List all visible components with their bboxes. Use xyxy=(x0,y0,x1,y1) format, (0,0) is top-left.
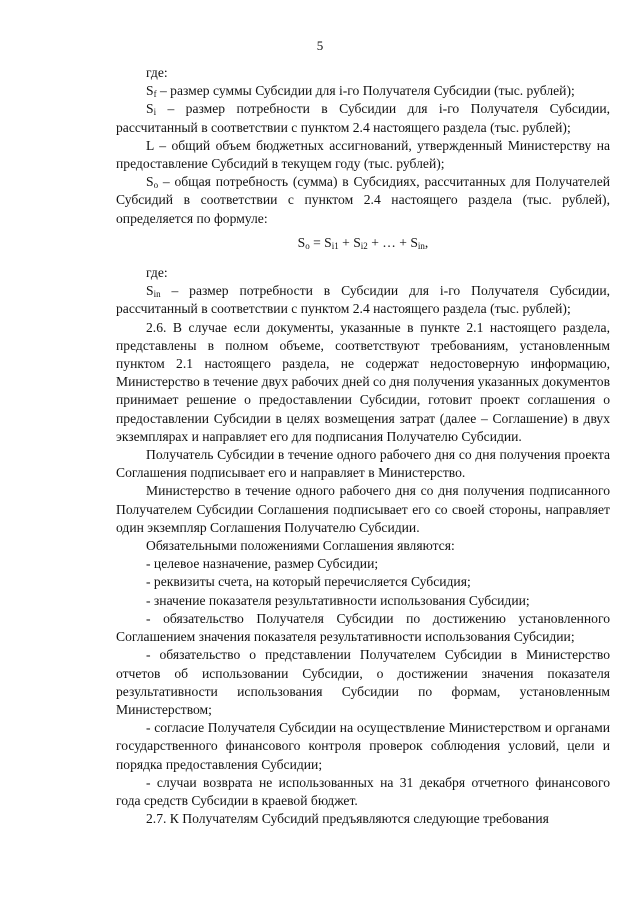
subscript: o xyxy=(153,180,159,191)
paragraph-mandatory-provisions: Обязательными положениями Соглашения являются: xyxy=(146,538,455,554)
paragraph-so-definition xyxy=(116,173,610,228)
paragraph-sin-definition xyxy=(116,282,610,318)
subscript: in xyxy=(153,289,161,300)
document-body xyxy=(116,64,610,828)
symbol-s: S xyxy=(146,283,154,299)
formula-subscript: in xyxy=(417,240,425,251)
subscript: i xyxy=(153,107,157,118)
paragraph-recipient: Получатель Субсидии в течение одного рабочего дня со дня получения проекта Соглашения подписывает его и направляет в Министерство. xyxy=(116,447,610,481)
where-label-2: где: xyxy=(146,265,168,281)
definition-text: – размер потребности в Субсидии для i-го Получателя Субсидии, рассчитанный в соответствии с пунктом 2.4 настоящего раздела (тыс. рублей); xyxy=(116,283,610,317)
formula-subscript: i2 xyxy=(360,240,368,251)
subscript: f xyxy=(153,89,157,100)
list-item: - реквизиты счета, на который перечисляется Субсидия; xyxy=(146,574,471,590)
paragraph-sf-definition xyxy=(116,82,610,100)
formula-part: , xyxy=(424,234,429,250)
page-number: 5 xyxy=(316,38,324,53)
list-item: - значение показателя результативности использования Субсидии; xyxy=(146,592,530,608)
paragraph-l-definition: L – общий объем бюджетных ассигнований, утвержденный Министерству на предоставление Субсидий в текущем году (тыс. рублей); xyxy=(116,137,610,172)
list-item: - обязательство Получателя Субсидии по достижению установленного Соглашением значения показателя результативности использования Субсидии; xyxy=(116,610,610,645)
formula-subscript: o xyxy=(305,240,310,251)
definition-text: – размер потребности в Субсидии для i-го Получателя Субсидии, рассчитанный в соответствии с пунктом 2.4 настоящего раздела (тыс. рублей); xyxy=(116,101,610,135)
symbol-s: S xyxy=(146,101,154,117)
list-item: - обязательство о представлении Получателем Субсидии в Министерство отчетов об использовании Субсидии, о достижении значения показателя результативности использования Субсидии по формам, установленным Министерством; xyxy=(116,647,610,717)
paragraph-ministry: Министерство в течение одного рабочего дня со дня получения подписанного Получателем Субсидии Соглашения подписывает его со своей стороны, направляет один экземпляр Соглашения Получателю Субсидии. xyxy=(116,483,610,535)
definition-text: – общая потребность (сумма) в Субсидиях, рассчитанных для Получателей Субсидий в соответствии с пунктом 2.4 настоящего раздела (тыс. рублей), определяется по формуле: xyxy=(116,174,610,226)
where-label-1: где: xyxy=(146,65,168,80)
formula-part: + S xyxy=(338,234,361,250)
formula-part: = S xyxy=(309,234,332,250)
paragraph-si-definition xyxy=(116,100,610,136)
formula-part: + … + S xyxy=(367,234,418,250)
paragraph-2-6: 2.6. В случае если документы, указанные в пункте 2.1 настоящего раздела, представлены в полном объеме, соответствуют требованиям, установленным пунктом 2.1 настоящего раздела, не содержат недостоверную информацию, Министерство в течение двух рабочих дней со дня получения указанных документов принимает решение о предоставлении Субсидии, готовит проект соглашения о предоставлении Субсидии в целях возмещения затрат (далее – Соглашение) в двух экземплярах и направляет его для подписания Получателю Субсидии. xyxy=(116,319,610,444)
formula xyxy=(116,234,610,252)
symbol-s: S xyxy=(146,174,154,190)
definition-text: – размер суммы Субсидии для i-го Получателя Субсидии (тыс. рублей); xyxy=(156,83,575,99)
paragraph-2-7: 2.7. К Получателям Субсидий предъявляются следующие требования xyxy=(146,811,549,827)
formula-subscript: i1 xyxy=(331,240,339,251)
symbol-s: S xyxy=(146,83,154,99)
list-item: - согласие Получателя Субсидии на осуществление Министерством и органами государственного финансового контроля проверок соблюдения условий, цели и порядка предоставления Субсидии; xyxy=(116,720,610,772)
list-item: - случаи возврата не использованных на 31 декабря отчетного финансового года средств Субсидии в краевой бюджет. xyxy=(116,774,610,808)
list-item: - целевое назначение, размер Субсидии; xyxy=(146,556,379,572)
formula-symbol: S xyxy=(297,234,306,250)
